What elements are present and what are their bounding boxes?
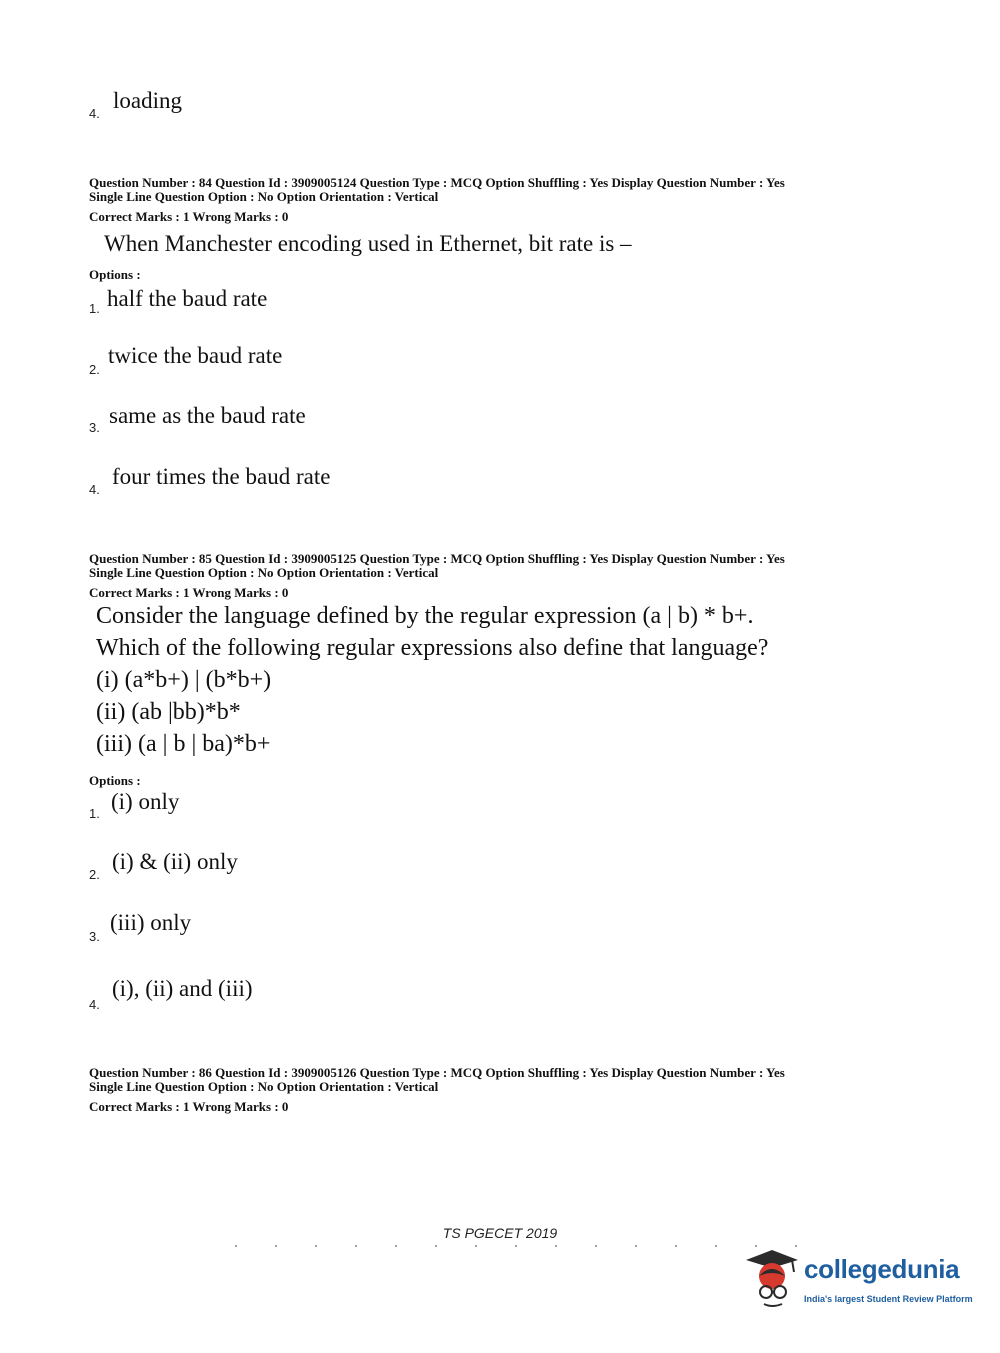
- stem-line: Which of the following regular expressions also define that language?: [96, 635, 769, 661]
- footer-divider: [235, 1245, 815, 1247]
- option-number: 1.: [89, 806, 100, 821]
- question-stem: When Manchester encoding used in Ethernet, bit rate is –: [104, 231, 632, 256]
- option-number: 4.: [89, 482, 100, 497]
- brand-tagline: India's largest Student Review Platform: [804, 1294, 973, 1304]
- stem-line: (ii) (ab |bb)*b*: [96, 699, 241, 725]
- question-marks: Correct Marks : 1 Wrong Marks : 0: [89, 585, 289, 600]
- option-number: 1.: [89, 301, 100, 316]
- question-meta-line1: Question Number : 85 Question Id : 3909005125 Question Type : MCQ Option Shuffling : Yes Display Question Number : Yes: [89, 551, 785, 566]
- question-meta-line1: Question Number : 84 Question Id : 3909005124 Question Type : MCQ Option Shuffling : Yes Display Question Number : Yes: [89, 175, 785, 190]
- option-text: (i) only: [111, 789, 180, 814]
- question-meta-line2: Single Line Question Option : No Option Orientation : Vertical: [89, 189, 439, 204]
- option-text: half the baud rate: [107, 286, 268, 311]
- question-meta-line2: Single Line Question Option : No Option Orientation : Vertical: [89, 565, 439, 580]
- options-label: Options :: [89, 773, 141, 788]
- question-marks: Correct Marks : 1 Wrong Marks : 0: [89, 1099, 289, 1114]
- stem-line: Consider the language defined by the regular expression (a | b) * b+.: [96, 603, 754, 629]
- brand-name: collegedunia: [804, 1254, 960, 1284]
- option-number: 2.: [89, 867, 100, 882]
- option-text: twice the baud rate: [108, 343, 283, 368]
- question-marks: Correct Marks : 1 Wrong Marks : 0: [89, 209, 289, 224]
- option-number: 4.: [89, 997, 100, 1012]
- option-text: (iii) only: [110, 910, 192, 935]
- collegedunia-logo: [742, 1246, 972, 1310]
- question-meta-line2: Single Line Question Option : No Option Orientation : Vertical: [89, 1079, 439, 1094]
- option-text: loading: [113, 88, 182, 113]
- stem-line: (i) (a*b+) | (b*b+): [96, 667, 272, 693]
- option-text: same as the baud rate: [109, 403, 306, 428]
- option-number: 4.: [89, 106, 100, 121]
- option-text: (i), (ii) and (iii): [112, 976, 253, 1001]
- question-meta-line1: Question Number : 86 Question Id : 3909005126 Question Type : MCQ Option Shuffling : Yes Display Question Number : Yes: [89, 1065, 785, 1080]
- exam-name-footer: TS PGECET 2019: [442, 1225, 558, 1241]
- option-number: 3.: [89, 420, 100, 435]
- question-stem: [96, 600, 768, 760]
- option-text: four times the baud rate: [112, 464, 331, 489]
- mascot-icon: [742, 1246, 802, 1310]
- option-text: (i) & (ii) only: [112, 849, 238, 874]
- option-number: 3.: [89, 929, 100, 944]
- options-label: Options :: [89, 267, 141, 282]
- option-number: 2.: [89, 362, 100, 377]
- stem-line: (iii) (a | b | ba)*b+: [96, 731, 271, 757]
